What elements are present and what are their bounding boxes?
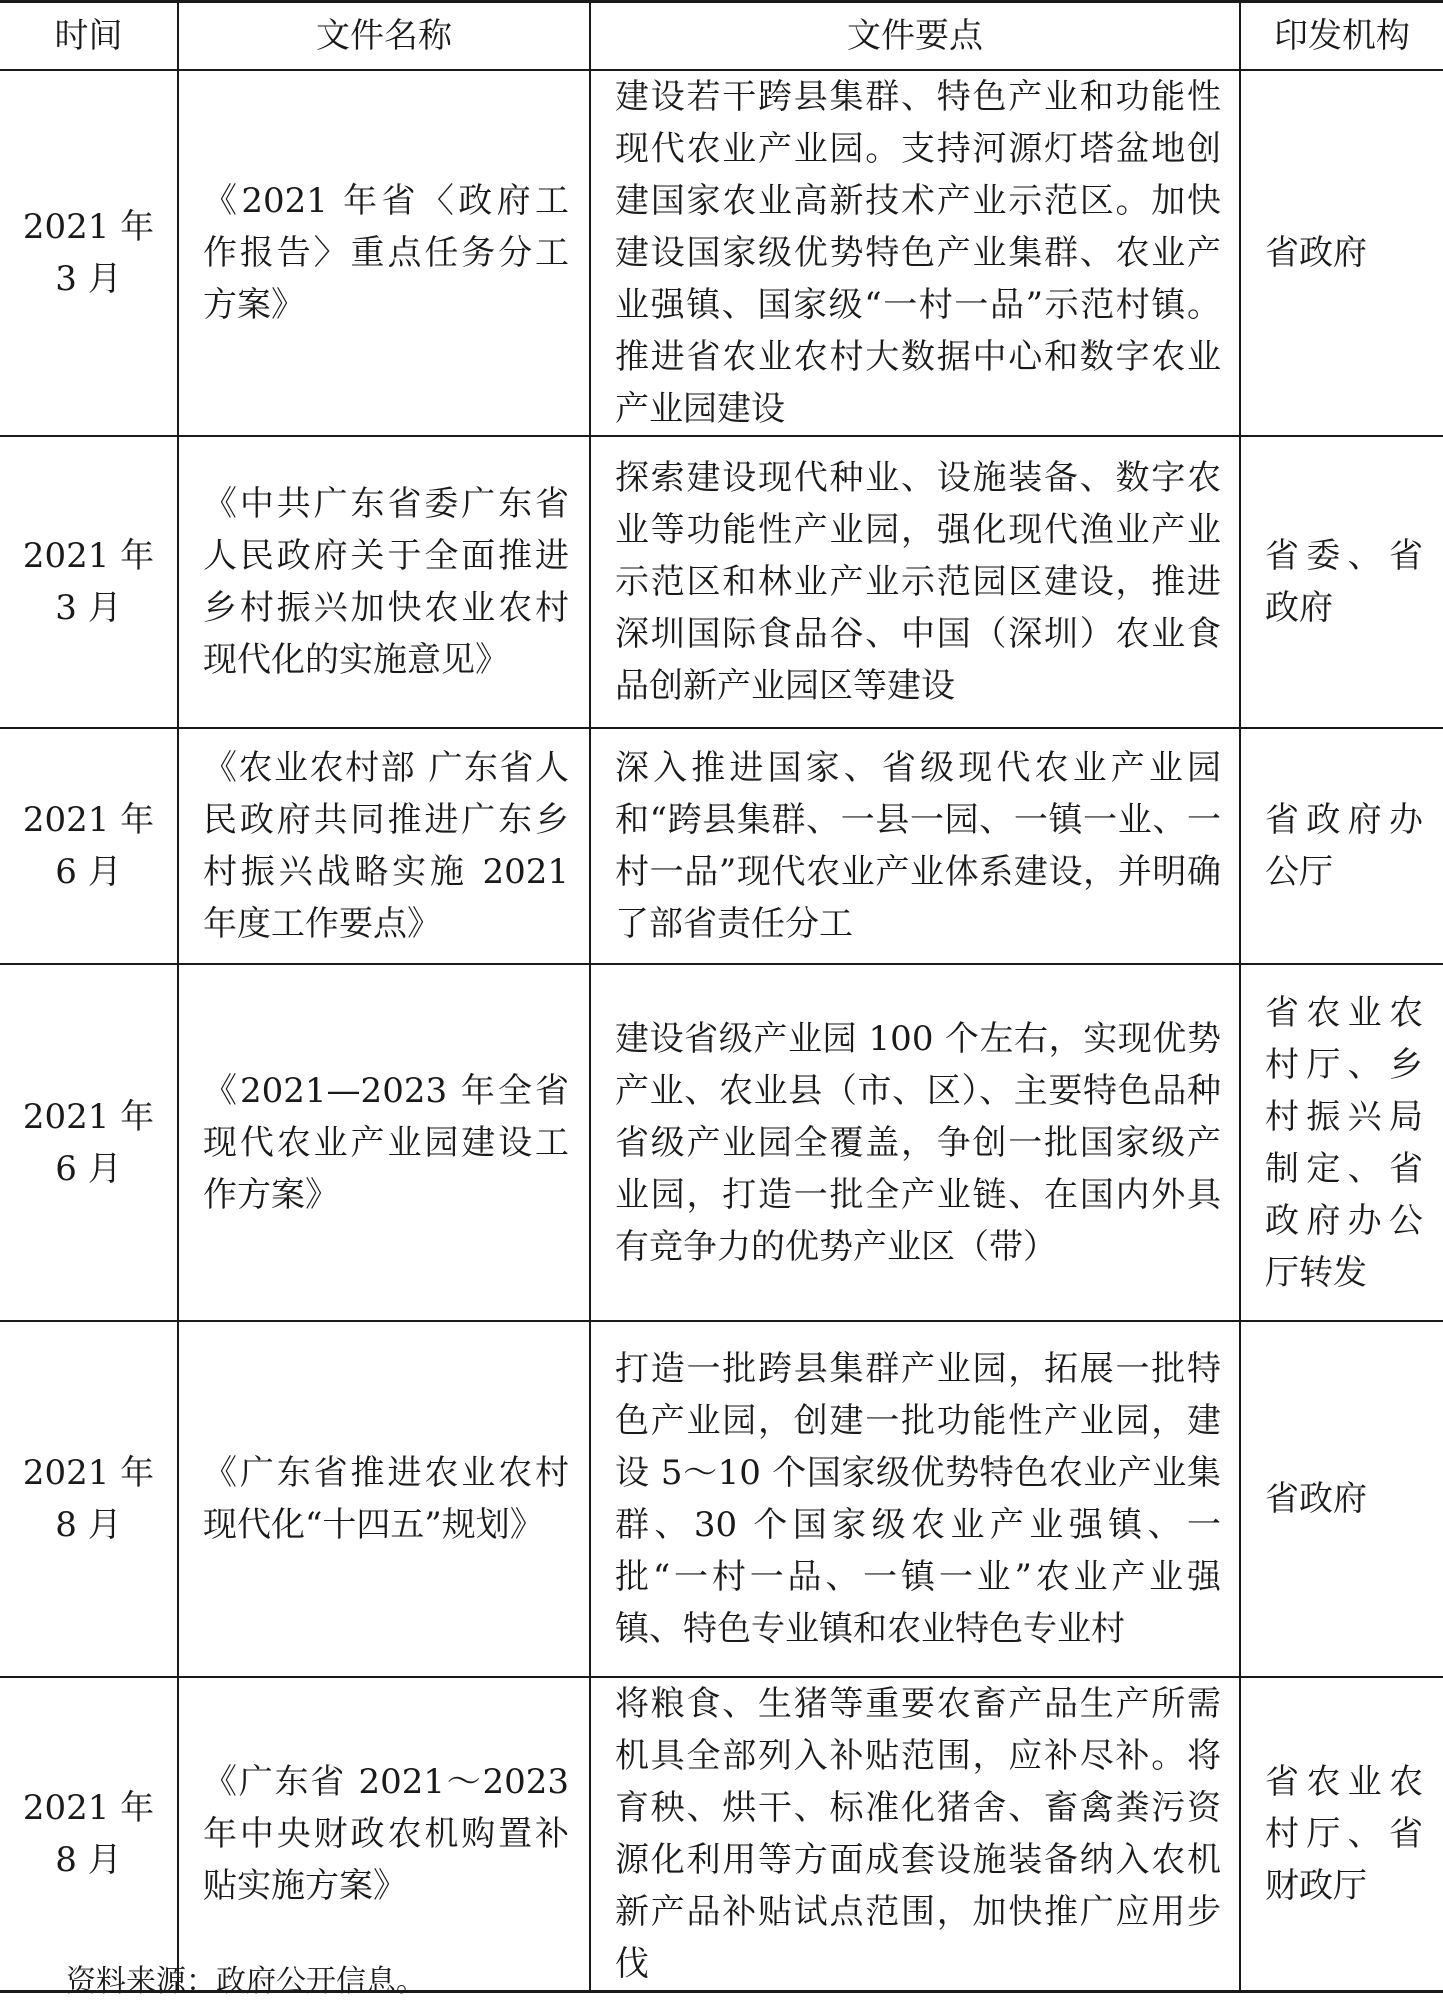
time-text: 2021 年 6 月 bbox=[22, 800, 155, 892]
table-row bbox=[0, 964, 1443, 1321]
cell-document-points bbox=[590, 436, 1240, 728]
header-row bbox=[0, 2, 1443, 71]
cell-issuing-agency bbox=[1240, 964, 1443, 1321]
table-row bbox=[0, 1677, 1443, 1992]
document-points-text: 打造一批跨县集群产业园，拓展一批特色产业园，创建一批功能性产业园，建设 5～10 个国家级优势特色农业产业集群、30 个国家级农业产业强镇、一批“一村一品、一镇一业”农业产业强镇、特色专业镇和农业特色专业村 bbox=[615, 1349, 1221, 1649]
document-name-text: 《中共广东省委广东省人民政府关于全面推进乡村振兴加快农业农村现代化的实施意见》 bbox=[203, 484, 569, 680]
cell-time bbox=[0, 70, 178, 436]
cell-time bbox=[0, 964, 178, 1321]
cell-time bbox=[0, 1321, 178, 1677]
source-note: 资料来源：政府公开信息。 bbox=[66, 1964, 426, 1999]
table-row bbox=[0, 1321, 1443, 1677]
cell-document-name bbox=[178, 728, 590, 964]
document-points-text: 探索建设现代种业、设施装备、数字农业等功能性产业园，强化现代渔业产业示范区和林业产业示范园区建设，推进深圳国际食品谷、中国（深圳）农业食品创新产业园区等建设 bbox=[615, 458, 1221, 706]
cell-document-name bbox=[178, 1321, 590, 1677]
document-points-text: 将粮食、生猪等重要农畜产品生产所需机具全部列入补贴范围，应补尽补。将育秧、烘干、标准化猪舍、畜禽粪污资源化利用等方面成套设施装备纳入农机新产品补贴试点范围，加快推广应用步伐 bbox=[615, 1684, 1221, 1984]
table-body bbox=[0, 70, 1443, 1992]
issuing-agency-text: 省委、省政府 bbox=[1265, 536, 1423, 628]
cell-issuing-agency bbox=[1240, 1677, 1443, 1992]
issuing-agency-text: 省农业农村厅、省财政厅 bbox=[1265, 1762, 1423, 1906]
cell-document-name bbox=[178, 964, 590, 1321]
cell-issuing-agency bbox=[1240, 436, 1443, 728]
cell-issuing-agency bbox=[1240, 1321, 1443, 1677]
document-points-text: 建设省级产业园 100 个左右，实现优势产业、农业县（市、区）、主要特色品种省级产业园全覆盖，争创一批国家级产业园，打造一批全产业链、在国内外具有竞争力的优势产业区（带） bbox=[615, 1018, 1221, 1267]
table-row bbox=[0, 436, 1443, 728]
issuing-agency-text: 省政府办公厅 bbox=[1265, 800, 1423, 892]
issuing-agency-text: 省农业农村厅、乡村振兴局制定、省政府办公厅转发 bbox=[1265, 992, 1423, 1293]
document-name-text: 《2021 年省〈政府工作报告〉重点任务分工方案》 bbox=[203, 181, 569, 325]
cell-document-name bbox=[178, 70, 590, 436]
header-time: 时间 bbox=[0, 2, 178, 71]
time-text: 2021 年 6 月 bbox=[22, 1096, 155, 1189]
header-document-name: 文件名称 bbox=[178, 2, 590, 71]
document-name-text: 《农业农村部 广东省人民政府共同推进广东乡村振兴战略实施 2021 年度工作要点》 bbox=[203, 748, 569, 944]
issuing-agency-text: 省政府 bbox=[1265, 233, 1367, 273]
document-points-text: 深入推进国家、省级现代农业产业园和“跨县集群、一县一园、一镇一业、一村一品”现代农业产业体系建设，并明确了部省责任分工 bbox=[615, 748, 1221, 944]
time-text: 2021 年 3 月 bbox=[22, 536, 155, 628]
table-row bbox=[0, 70, 1443, 436]
document-name-text: 《广东省 2021～2023 年中央财政农机购置补贴实施方案》 bbox=[203, 1762, 569, 1906]
document-name-text: 《广东省推进农业农村现代化“十四五”规划》 bbox=[203, 1453, 569, 1545]
cell-document-points bbox=[590, 1677, 1240, 1992]
issuing-agency-text: 省政府 bbox=[1265, 1479, 1367, 1519]
cell-time bbox=[0, 728, 178, 964]
time-text: 2021 年 3 月 bbox=[22, 207, 155, 299]
cell-document-name bbox=[178, 1677, 590, 1992]
cell-document-points bbox=[590, 964, 1240, 1321]
cell-document-points bbox=[590, 70, 1240, 436]
header-issuing-agency: 印发机构 bbox=[1240, 2, 1443, 71]
cell-document-points bbox=[590, 1321, 1240, 1677]
cell-time bbox=[0, 1677, 178, 1992]
cell-time bbox=[0, 436, 178, 728]
cell-issuing-agency bbox=[1240, 728, 1443, 964]
header-document-points: 文件要点 bbox=[590, 2, 1240, 71]
document-name-text: 《2021—2023 年全省现代农业产业园建设工作方案》 bbox=[203, 1070, 569, 1215]
table-row bbox=[0, 728, 1443, 964]
time-text: 2021 年 8 月 bbox=[22, 1788, 155, 1880]
document-points-text: 建设若干跨县集群、特色产业和功能性现代农业产业园。支持河源灯塔盆地创建国家农业高新技术产业示范区。加快建设国家级优势特色产业集群、农业产业强镇、国家级“一村一品”示范村镇。推进省农业农村大数据中心和数字农业产业园建设 bbox=[615, 77, 1221, 429]
cell-issuing-agency bbox=[1240, 70, 1443, 436]
time-text: 2021 年 8 月 bbox=[22, 1453, 155, 1545]
table-header bbox=[0, 2, 1443, 71]
cell-document-name bbox=[178, 436, 590, 728]
cell-document-points bbox=[590, 728, 1240, 964]
